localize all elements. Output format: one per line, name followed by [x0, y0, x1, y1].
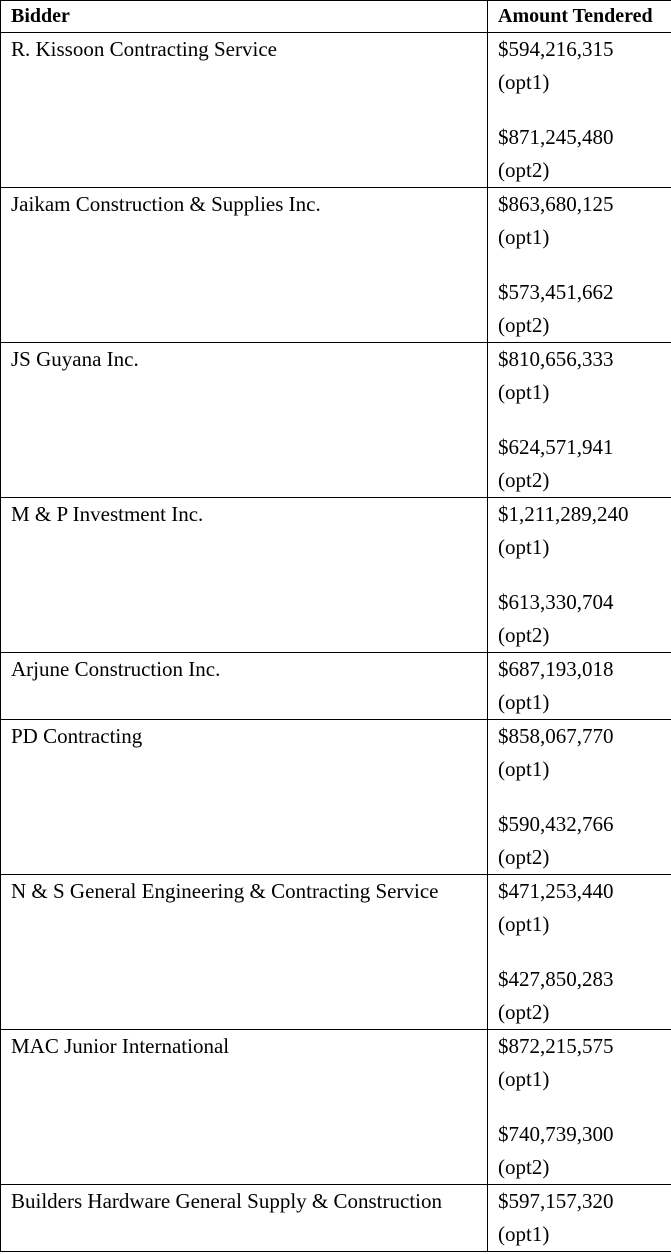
amount-value: $810,656,333 — [498, 347, 614, 371]
table-row — [1, 1030, 671, 1185]
amount-option — [498, 1118, 671, 1184]
amount-option — [498, 653, 671, 719]
amount-option — [498, 963, 671, 1029]
table-row — [1, 1185, 671, 1252]
amount-option-label: (opt1) — [498, 380, 550, 404]
table-row — [1, 188, 671, 343]
amount-option-label: (opt1) — [498, 225, 550, 249]
amount-option-label: (opt2) — [498, 468, 550, 492]
amount-option — [498, 875, 671, 941]
amount-value: $872,215,575 — [498, 1034, 614, 1058]
amount-option — [498, 431, 671, 497]
bidder-name: PD Contracting — [11, 724, 143, 748]
amount-cell — [488, 33, 671, 188]
amount-option-label: (opt2) — [498, 158, 550, 182]
bids-body — [1, 33, 671, 1252]
amount-option — [498, 121, 671, 187]
amount-option — [498, 1185, 671, 1251]
bidder-cell — [1, 720, 488, 875]
amount-cell — [488, 1185, 671, 1252]
table-row — [1, 33, 671, 188]
amount-option — [498, 33, 671, 99]
amount-cell — [488, 653, 671, 720]
amount-option-label: (opt2) — [498, 1000, 550, 1024]
amount-option-label: (opt1) — [498, 912, 550, 936]
amount-value: $858,067,770 — [498, 724, 614, 748]
amount-option-label: (opt2) — [498, 623, 550, 647]
amount-option-label: (opt1) — [498, 1067, 550, 1091]
header-row — [1, 1, 671, 33]
bidder-name: JS Guyana Inc. — [11, 347, 139, 371]
amount-value: $573,451,662 — [498, 280, 614, 304]
bidder-cell — [1, 1030, 488, 1185]
amount-option — [498, 586, 671, 652]
amount-option — [498, 498, 671, 564]
amount-value: $427,850,283 — [498, 967, 614, 991]
amount-value: $863,680,125 — [498, 192, 614, 216]
amount-option — [498, 720, 671, 786]
amount-option-label: (opt1) — [498, 535, 550, 559]
amount-option-label: (opt2) — [498, 313, 550, 337]
amount-cell — [488, 188, 671, 343]
amount-cell — [488, 343, 671, 498]
amount-value: $590,432,766 — [498, 812, 614, 836]
amount-option — [498, 1030, 671, 1096]
table-row — [1, 498, 671, 653]
table-row — [1, 875, 671, 1030]
amount-option — [498, 188, 671, 254]
amount-option-label: (opt1) — [498, 1222, 550, 1246]
table-row — [1, 653, 671, 720]
bidder-cell — [1, 343, 488, 498]
bidder-cell — [1, 1185, 488, 1252]
bidder-cell — [1, 498, 488, 653]
table-row — [1, 720, 671, 875]
header-amount-tendered: Amount Tendered — [488, 1, 671, 33]
bidder-cell — [1, 653, 488, 720]
amount-option — [498, 276, 671, 342]
amount-cell — [488, 498, 671, 653]
bidder-name: M & P Investment Inc. — [11, 502, 204, 526]
amount-value: $594,216,315 — [498, 37, 614, 61]
amount-value: $871,245,480 — [498, 125, 614, 149]
amount-value: $1,211,289,240 — [498, 502, 629, 526]
amount-option-label: (opt1) — [498, 690, 550, 714]
amount-value: $597,157,320 — [498, 1189, 614, 1213]
bidder-name: R. Kissoon Contracting Service — [11, 37, 277, 61]
amount-option-label: (opt1) — [498, 757, 550, 781]
amount-value: $471,253,440 — [498, 879, 614, 903]
amount-option-label: (opt1) — [498, 70, 550, 94]
table-row — [1, 343, 671, 498]
amount-value: $624,571,941 — [498, 435, 614, 459]
amount-option-label: (opt2) — [498, 1155, 550, 1179]
header-bidder: Bidder — [1, 1, 488, 33]
amount-option — [498, 808, 671, 874]
amount-option-label: (opt2) — [498, 845, 550, 869]
amount-cell — [488, 720, 671, 875]
amount-cell — [488, 1030, 671, 1185]
bidder-name: MAC Junior International — [11, 1034, 230, 1058]
bidder-name: Arjune Construction Inc. — [11, 657, 221, 681]
bidder-cell — [1, 875, 488, 1030]
amount-value: $613,330,704 — [498, 590, 614, 614]
amount-option — [498, 343, 671, 409]
amount-cell — [488, 875, 671, 1030]
amount-value: $740,739,300 — [498, 1122, 614, 1146]
bidder-cell — [1, 33, 488, 188]
bidder-cell — [1, 188, 488, 343]
bidder-name: Jaikam Construction & Supplies Inc. — [11, 192, 321, 216]
bidder-name: N & S General Engineering & Contracting Service — [11, 879, 439, 903]
amount-value: $687,193,018 — [498, 657, 614, 681]
bidder-name: Builders Hardware General Supply & Construction — [11, 1189, 442, 1213]
